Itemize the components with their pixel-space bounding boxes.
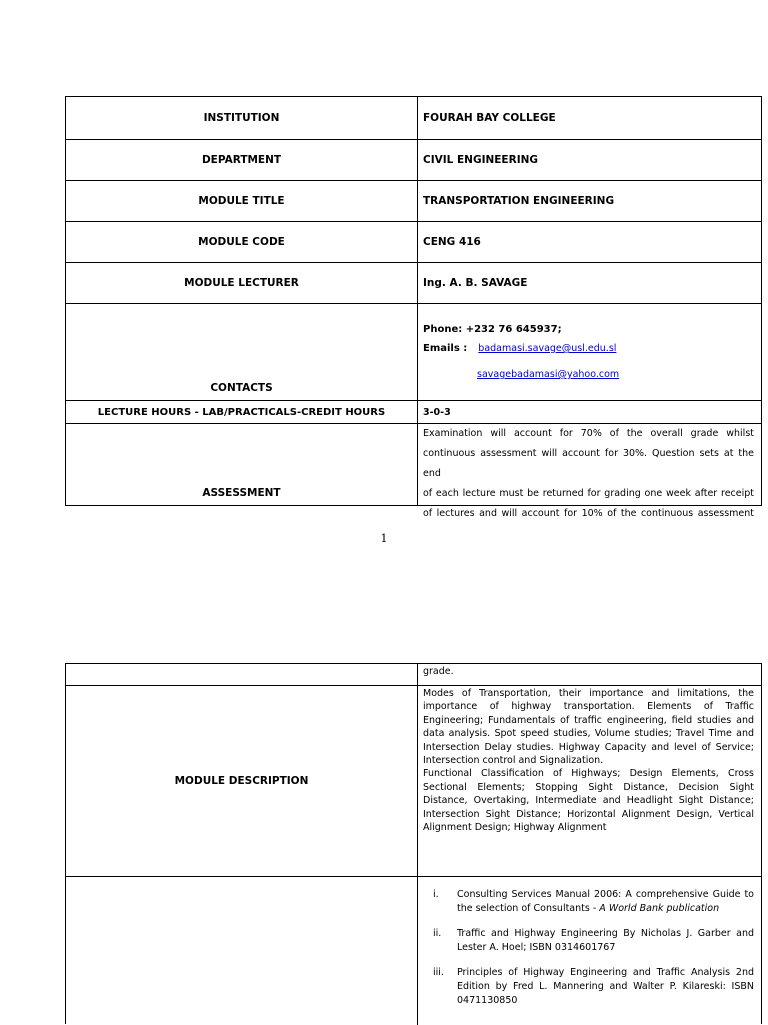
description-paragraph: Functional Classification of Highways; Design Elements, Cross Sectional Elements; Stopping Sight Distance, Decision Sight Distance, Overtaking, Intermediate and Headlight Sight Distance; Intersection Sight Distance; Horizontal Alignment Design, Vertical Alignment Design; Highway Alignment xyxy=(423,768,754,834)
row-label-hours: LECTURE HOURS - LAB/PRACTICALS-CREDIT HOURS xyxy=(66,401,418,423)
assessment-continuation: grade. xyxy=(423,666,454,677)
reference-number: ii. xyxy=(433,928,442,939)
table-row xyxy=(66,180,761,221)
table-row xyxy=(66,876,761,1025)
list-item xyxy=(423,966,754,1008)
row-value-institution: FOURAH BAY COLLEGE xyxy=(423,112,556,124)
row-label-department: DEPARTMENT xyxy=(66,140,418,180)
email-link-usl[interactable]: badamasi.savage@usl.edu.sl xyxy=(478,343,617,354)
phone-number: Phone: +232 76 645937; xyxy=(423,324,562,335)
row-value-module-title: TRANSPORTATION ENGINEERING xyxy=(423,195,615,207)
table-row xyxy=(66,423,761,519)
reference-text: Principles of Highway Engineering and Traffic Analysis 2nd Edition by Fred L. Mannering and Walter P. Kilareski: ISBN 0471130850 xyxy=(457,967,754,1006)
assessment-line: of lectures and will account for 10% of the continuous assessment xyxy=(423,508,754,519)
reference-publisher: A World Bank publication xyxy=(599,903,720,914)
row-label-module-lecturer: MODULE LECTURER xyxy=(66,263,418,303)
row-value-hours: 3-0-3 xyxy=(423,406,451,418)
row-label-module-code: MODULE CODE xyxy=(66,222,418,262)
table-row xyxy=(66,139,761,180)
row-value-references xyxy=(418,877,761,1025)
row-label-assessment: ASSESSMENT xyxy=(66,424,418,505)
row-label-contacts: CONTACTS xyxy=(66,304,418,400)
table-row xyxy=(66,221,761,262)
assessment-line: Examination will account for 70% of the overall grade whilst xyxy=(423,428,754,439)
table-row xyxy=(66,400,761,423)
email-link-yahoo[interactable]: savagebadamasi@yahoo.com xyxy=(477,369,620,380)
table-row xyxy=(66,97,761,139)
module-info-table-continued xyxy=(65,663,762,1024)
list-item xyxy=(423,888,754,916)
table-row xyxy=(66,303,761,400)
assessment-line: continuous assessment will account for 30%. Question sets at the end xyxy=(423,448,754,479)
row-label-institution: INSTITUTION xyxy=(66,97,418,139)
reference-text: Consulting Services Manual 2006: A comprehensive Guide to the selection of Consultants - A World Bank publication xyxy=(457,889,754,914)
row-value-assessment xyxy=(418,424,761,519)
reference-list xyxy=(423,888,754,1008)
assessment-line: of each lecture must be returned for grading one week after receipt xyxy=(423,488,754,499)
row-label-module-description: MODULE DESCRIPTION xyxy=(66,686,418,876)
description-paragraph: Modes of Transportation, their importance and limitations, the importance of highway transportation. Elements of Traffic Engineering; Fundamentals of traffic engineering, field studies and data analysis. Spot speed studies, Volume studies; Travel Time and Intersection Delay studies. Highway Capacity and level of Service; Intersection control and Signalization. xyxy=(423,688,754,767)
table-row xyxy=(66,262,761,303)
reference-number: i. xyxy=(433,889,439,900)
row-label-module-title: MODULE TITLE xyxy=(66,181,418,221)
row-value-department: CIVIL ENGINEERING xyxy=(423,154,539,166)
table-row xyxy=(66,685,761,876)
module-info-table xyxy=(65,96,762,519)
list-item xyxy=(423,927,754,955)
row-value-module-description xyxy=(418,686,761,876)
row-value-module-lecturer: Ing. A. B. SAVAGE xyxy=(423,277,528,289)
reference-number: iii. xyxy=(433,967,444,978)
row-label-empty xyxy=(66,664,418,685)
page-number: 1 xyxy=(380,532,388,545)
emails-label: Emails : xyxy=(423,343,468,354)
reference-text: Traffic and Highway Engineering By Nicholas J. Garber and Lester A. Hoel; ISBN 0314601767 xyxy=(457,928,754,953)
table-row xyxy=(66,664,761,685)
row-value-contacts xyxy=(418,304,761,400)
row-value-module-code: CENG 416 xyxy=(423,236,481,248)
row-label-references xyxy=(66,877,418,1025)
